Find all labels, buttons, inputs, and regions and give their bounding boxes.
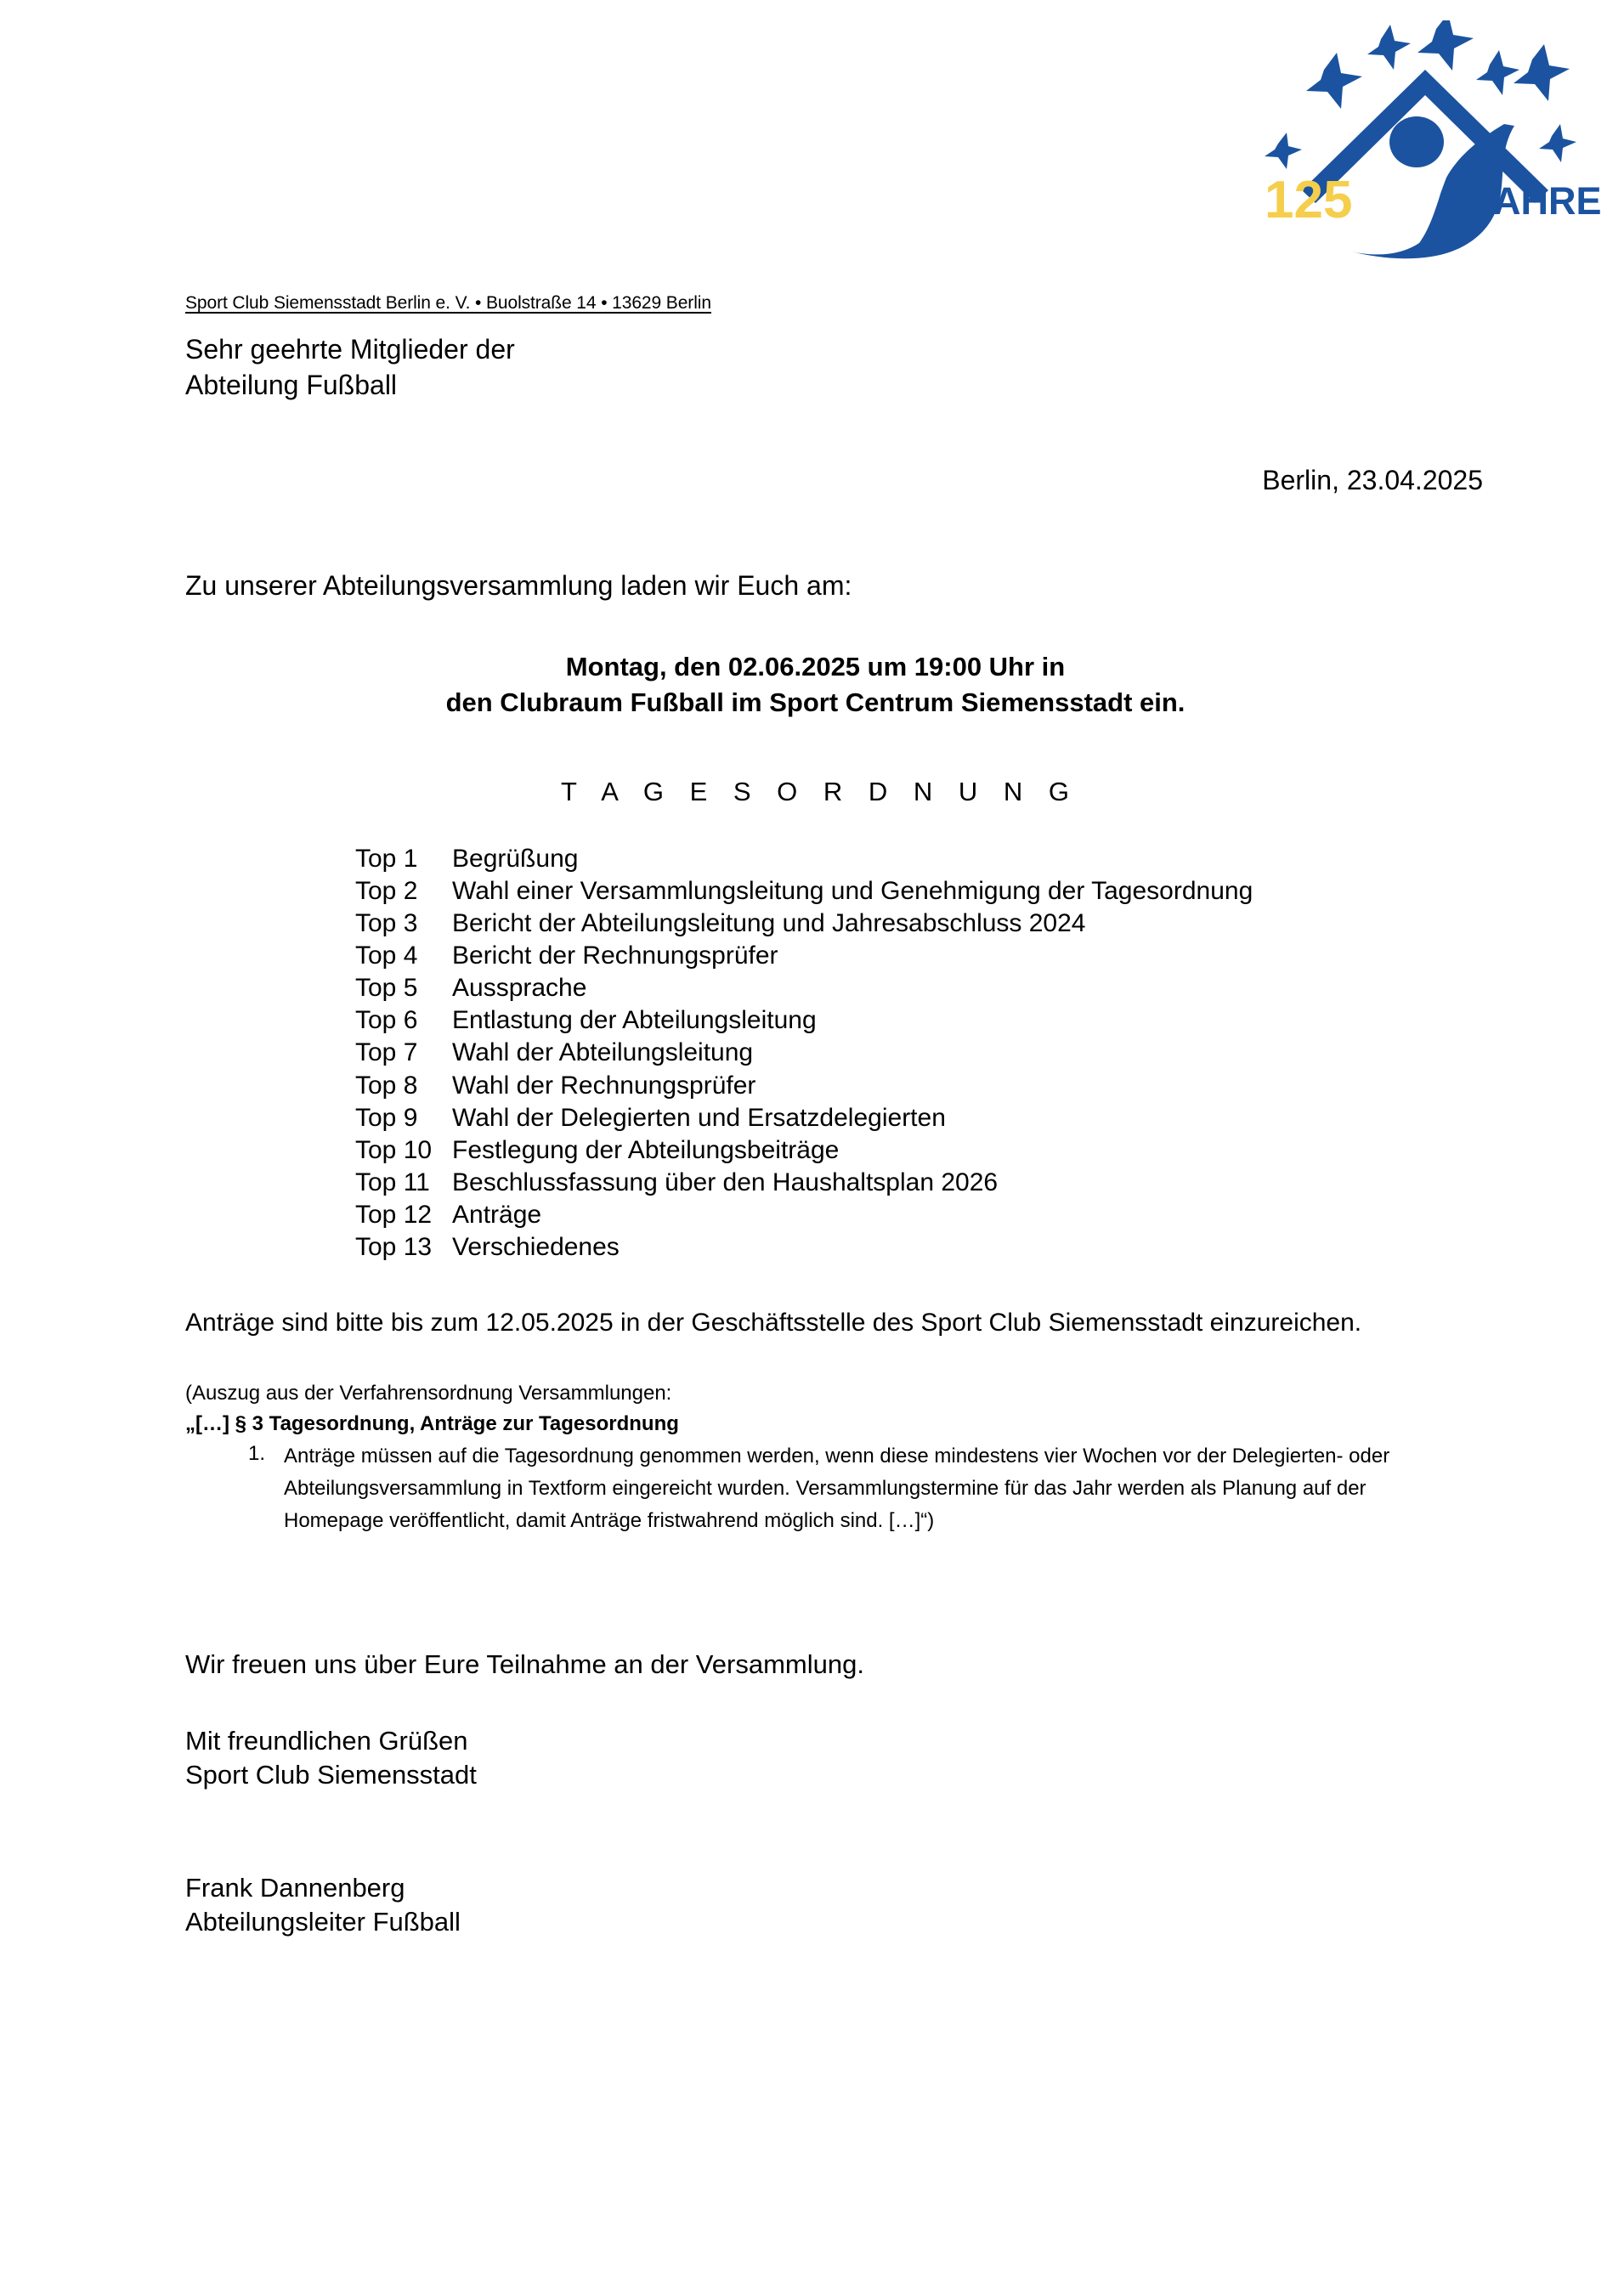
signer-role: Abteilungsleiter Fußball <box>185 1907 461 1937</box>
regards-line-2: Sport Club Siemensstadt <box>185 1760 477 1790</box>
agenda-item <box>355 1167 1522 1199</box>
agenda-item <box>355 1102 1522 1134</box>
agenda-item <box>355 1199 1522 1231</box>
agenda-item-number: Top 9 <box>355 1103 418 1132</box>
regulation-excerpt <box>185 1380 1522 1537</box>
agenda-item-label: Wahl der Delegierten und Ersatzdelegierten <box>452 1103 946 1132</box>
agenda-item-label: Beschlussfassung über den Haushaltsplan 2026 <box>452 1168 999 1196</box>
agenda-item-number: Top 3 <box>355 909 418 938</box>
agenda-item-number: Top 10 <box>355 1135 433 1164</box>
agenda-item <box>355 1134 1522 1167</box>
excerpt-intro-line: (Auszug aus der Verfahrensordnung Versammlungen: <box>185 1382 672 1405</box>
meeting-details <box>185 649 1522 721</box>
signature-block <box>185 1871 1522 1940</box>
agenda-item-label: Wahl einer Versammlungsleitung und Genehmigung der Tagesordnung <box>452 876 1253 905</box>
meeting-line-2: den Clubraum Fußball im Sport Centrum Siemensstadt ein. <box>445 687 1185 718</box>
agenda-item <box>355 843 1522 875</box>
salutation-block <box>185 332 1522 403</box>
motion-deadline-paragraph: Anträge sind bitte bis zum 12.05.2025 in der Geschäftsstelle des Sport Club Siemensstadt einzureichen. <box>185 1309 1362 1337</box>
meeting-line-1: Montag, den 02.06.2025 um 19:00 Uhr in <box>565 652 1066 682</box>
agenda-item-number: Top 11 <box>355 1168 430 1196</box>
salutation-line-1: Sehr geehrte Mitglieder der <box>185 334 515 365</box>
logo-anniversary-number: 125 <box>1265 171 1353 229</box>
agenda-list <box>185 843 1522 1264</box>
excerpt-clause-number: 1. <box>248 1442 266 1466</box>
agenda-item <box>355 940 1522 972</box>
logo-anniversary-word: JAHRE <box>1472 179 1602 223</box>
agenda-item-label: Bericht der Abteilungsleitung und Jahresabschluss 2024 <box>452 909 1086 938</box>
invitation-intro-line: Zu unserer Abteilungsversammlung laden wir Euch am: <box>185 570 852 602</box>
signer-name: Frank Dannenberg <box>185 1872 405 1903</box>
agenda-item-number: Top 6 <box>355 1006 418 1035</box>
agenda-item-label: Entlastung der Abteilungsleitung <box>452 1006 817 1035</box>
salutation-line-2: Abteilung Fußball <box>185 369 398 400</box>
agenda-item <box>355 908 1522 940</box>
agenda-item <box>355 1037 1522 1069</box>
date-line: Berlin, 23.04.2025 <box>1262 465 1483 496</box>
agenda-item <box>355 972 1522 1004</box>
agenda-item <box>355 1231 1522 1264</box>
agenda-item-label: Wahl der Abteilungsleitung <box>452 1038 754 1067</box>
agenda-item-label: Aussprache <box>452 974 587 1003</box>
sender-address-line: Sport Club Siemensstadt Berlin e. V. • Buolstraße 14 • 13629 Berlin <box>185 293 711 313</box>
closing-regards <box>185 1724 1522 1793</box>
agenda-item-number: Top 7 <box>355 1038 418 1067</box>
agenda-item-number: Top 12 <box>355 1200 433 1229</box>
regards-line-1: Mit freundlichen Grüßen <box>185 1726 468 1756</box>
excerpt-clause <box>185 1440 1522 1537</box>
agenda-item-label: Anträge <box>452 1200 542 1229</box>
agenda-item-number: Top 13 <box>355 1233 433 1261</box>
agenda-item-number: Top 2 <box>355 876 418 905</box>
agenda-item-label: Bericht der Rechnungsprüfer <box>452 942 778 970</box>
agenda-item-number: Top 1 <box>355 844 418 873</box>
agenda-item-label: Wahl der Rechnungsprüfer <box>452 1071 756 1100</box>
agenda-item-label: Begrüßung <box>452 844 579 873</box>
excerpt-clause-text: Anträge müssen auf die Tagesordnung genommen werden, wenn diese mindestens vier Wochen vor der Delegierten- oder Abteilungsversammlung in Textform eingereicht wurden. Versammlungstermine für das Jahr werden als Planung auf der Homepage veröffentlicht, damit Anträge fristwahrend möglich sind. […]“) <box>284 1445 1390 1533</box>
closing-thanks-line: Wir freuen uns über Eure Teilnahme an der Versammlung. <box>185 1649 864 1680</box>
agenda-heading: T A G E S O R D N U N G <box>560 776 1078 806</box>
agenda-item-label: Festlegung der Abteilungsbeiträge <box>452 1135 840 1164</box>
agenda-item-number: Top 4 <box>355 942 418 970</box>
agenda-item-number: Top 5 <box>355 974 418 1003</box>
agenda-item <box>355 1070 1522 1102</box>
agenda-item <box>355 1004 1522 1037</box>
agenda-item <box>355 875 1522 908</box>
agenda-item-label: Verschiedenes <box>452 1233 620 1261</box>
excerpt-section-heading: „[…] § 3 Tagesordnung, Anträge zur Tagesordnung <box>185 1411 679 1435</box>
agenda-item-number: Top 8 <box>355 1071 418 1100</box>
